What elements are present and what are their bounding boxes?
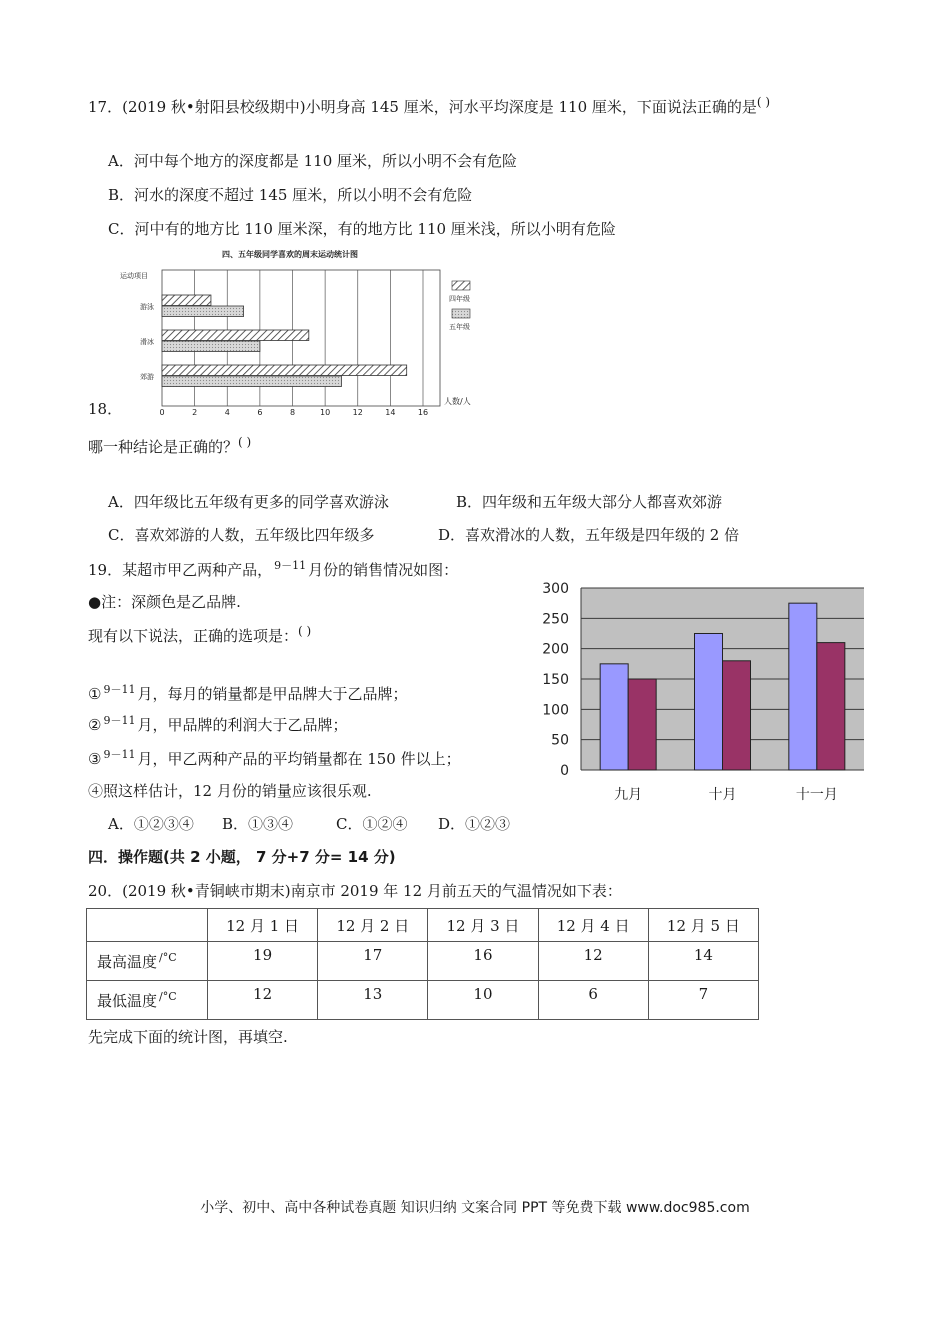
q18-question-text: 哪一种结论是正确的？: [88, 438, 239, 456]
table-row: [87, 942, 759, 981]
q19-y-tick-label: 200: [542, 641, 569, 658]
q19-statement-2-prefix: ②: [88, 716, 102, 734]
q18-x-tick-label: 10: [320, 408, 331, 416]
table-header-cell: 12 月 3 日: [428, 909, 538, 942]
table-cell: 10: [428, 981, 538, 1020]
q19-stem-pre: 19．某超市甲乙两种产品，: [88, 561, 273, 579]
q19-statement-3-prefix: ③: [88, 750, 102, 768]
q18-legend-label-grade5: 五年级: [449, 323, 470, 331]
q19-bar-brand-a: [695, 634, 723, 771]
table-header-cell: 12 月 1 日: [208, 909, 318, 942]
row-label-text: 最高温度: [97, 952, 158, 971]
q19-statement-2-range: 9－11: [103, 714, 136, 727]
q18-category-label: 滑冰: [140, 338, 154, 346]
page-footer: 小学、初中、高中各种试卷真题 知识归纳 文案合同 PPT 等免费下载 www.doc985.com: [200, 1200, 750, 1216]
q19-choice-a: A．①②③④: [108, 815, 194, 833]
table-cell: 6: [538, 981, 648, 1020]
table-row: [87, 981, 759, 1020]
q19-x-tick-label: 十月: [708, 787, 737, 803]
q18-bar-grade5: [162, 376, 341, 387]
q19-bar-brand-b: [723, 661, 751, 770]
q18-answer-paren: ( ): [238, 435, 252, 449]
row-label-max-temp: [87, 942, 208, 981]
q18-legend-swatch-grade4: [452, 281, 470, 290]
q18-category-label: 游泳: [140, 303, 154, 311]
q17-stem: [88, 96, 770, 117]
q18-x-tick-label: 16: [417, 408, 429, 416]
q19-month-range: 9－11: [274, 559, 307, 572]
q19-statement-3-text: 月，甲乙两种产品的平均销量都在 150 件以上；: [137, 750, 461, 768]
q18-x-tick-label: 4: [224, 408, 230, 416]
table-cell: 7: [648, 981, 758, 1020]
q18-bar-grade5: [162, 306, 244, 317]
q19-x-tick-label: 九月: [614, 787, 643, 803]
q17-stem-text: 17．(2019 秋•射阳县校级期中)小明身高 145 厘米，河水平均深度是 110 厘米，下面说法正确的是: [88, 98, 757, 116]
row-label-unit: /°C: [159, 989, 177, 1003]
q18-question: [88, 436, 251, 457]
q18-bar-grade4: [162, 295, 211, 306]
q19-statement-1-prefix: ①: [88, 685, 102, 703]
row-label-min-temp: [87, 981, 208, 1020]
q19-y-tick-label: 0: [560, 763, 569, 779]
q19-choice-c: C．①②④: [336, 815, 408, 833]
q19-choice-d: D．①②③: [438, 815, 511, 833]
q19-statement-2-text: 月，甲品牌的利润大于乙品牌；: [137, 716, 348, 734]
section-4-title: 四．操作题(共 2 小题， 7 分+7 分= 14 分): [88, 848, 396, 866]
q18-option-b: B．四年级和五年级大部分人都喜欢郊游: [456, 493, 723, 511]
q19-x-tick-label: 十一月: [795, 787, 838, 803]
q18-bar-chart: [112, 244, 492, 416]
q19-stem-post: 月份的销售情况如图：: [308, 561, 459, 579]
q18-number: 18．: [88, 400, 123, 418]
table-cell: 14: [648, 942, 758, 981]
q19-prompt-text: 现有以下说法，正确的选项是：: [88, 627, 299, 645]
q19-prompt: [88, 625, 311, 646]
q18-x-tick-label: 6: [257, 408, 263, 416]
q19-statement-3-range: 9－11: [103, 748, 136, 761]
q18-x-tick-label: 8: [289, 408, 296, 416]
q19-stem: [88, 559, 458, 580]
q19-y-tick-label: 100: [542, 702, 569, 719]
table-cell: 17: [318, 942, 428, 981]
q18-option-a: A．四年级比五年级有更多的同学喜欢游泳: [108, 493, 389, 511]
q17-option-c: C．河中有的地方比 110 厘米深，有的地方比 110 厘米浅，所以小明有危险: [108, 220, 616, 238]
table-header-cell: 12 月 5 日: [648, 909, 758, 942]
q19-statement-1: [88, 683, 407, 704]
q19-bar-chart: [530, 575, 870, 810]
q18-chart-title: 四、五年级同学喜欢的周末运动统计图: [222, 250, 358, 259]
temperature-table: [86, 908, 759, 1020]
table-header-row: [87, 909, 759, 942]
row-label-unit: /°C: [159, 950, 177, 964]
q19-bar-brand-a: [600, 664, 628, 770]
q19-statement-4-text: 照这样估计，12 月份的销量应该很乐观.: [103, 782, 372, 800]
table-header-cell: 12 月 2 日: [318, 909, 428, 942]
q19-y-tick-label: 150: [542, 672, 569, 688]
q19-bar-brand-b: [628, 679, 656, 770]
table-corner-cell: [87, 909, 208, 942]
q19-choice-b: B．①③④: [222, 815, 294, 833]
row-label-text: 最低温度: [97, 991, 158, 1010]
q18-bar-grade4: [162, 330, 309, 341]
q18-x-axis-label: 人数/人: [444, 397, 471, 406]
q19-statement-2: [88, 714, 347, 735]
q18-category-label: 郊游: [140, 373, 154, 381]
q18-x-tick-label: 2: [192, 408, 198, 416]
q18-x-tick-label: 12: [352, 408, 363, 416]
q20-instruction: 先完成下面的统计图，再填空.: [88, 1028, 288, 1046]
q20-stem: 20．(2019 秋•青铜峡市期末)南京市 2019 年 12 月前五天的气温情况如下表：: [88, 882, 622, 900]
table-cell: 12: [208, 981, 318, 1020]
q19-y-tick-label: 250: [542, 611, 569, 628]
q17-option-a: A．河中每个地方的深度都是 110 厘米，所以小明不会有危险: [108, 152, 518, 170]
q18-legend-swatch-grade5: [452, 309, 470, 318]
q18-legend-label-grade4: 四年级: [449, 295, 470, 303]
q19-bar-brand-b: [817, 643, 845, 770]
q18-x-tick-label: 0: [159, 408, 165, 416]
q19-answer-paren: ( ): [298, 624, 312, 638]
q19-statement-1-range: 9－11: [103, 683, 136, 696]
q19-y-tick-label: 50: [551, 732, 569, 749]
table-cell: 12: [538, 942, 648, 981]
q19-bar-brand-a: [789, 603, 817, 770]
table-cell: 13: [318, 981, 428, 1020]
q17-answer-paren: ( ): [756, 95, 771, 109]
q18-option-d: D．喜欢滑冰的人数，五年级是四年级的 2 倍: [438, 526, 740, 544]
q17-option-b: B．河水的深度不超过 145 厘米，所以小明不会有危险: [108, 186, 473, 204]
q19-note: ●注：深颜色是乙品牌.: [88, 593, 241, 611]
table-cell: 16: [428, 942, 538, 981]
table-header-cell: 12 月 4 日: [538, 909, 648, 942]
q18-bar-grade4: [162, 365, 407, 376]
q19-statement-1-text: 月，每月的销量都是甲品牌大于乙品牌；: [137, 685, 408, 703]
q19-statement-4: [88, 780, 372, 801]
q19-statement-3: [88, 748, 461, 769]
table-cell: 19: [208, 942, 318, 981]
q19-y-tick-label: 300: [542, 581, 569, 597]
q18-option-c: C．喜欢郊游的人数，五年级比四年级多: [108, 526, 375, 544]
q18-y-axis-label: 运动项目: [120, 272, 148, 280]
q19-statement-4-prefix: ④: [88, 782, 104, 800]
q18-bar-grade5: [162, 341, 260, 352]
q18-x-tick-label: 14: [385, 408, 396, 416]
